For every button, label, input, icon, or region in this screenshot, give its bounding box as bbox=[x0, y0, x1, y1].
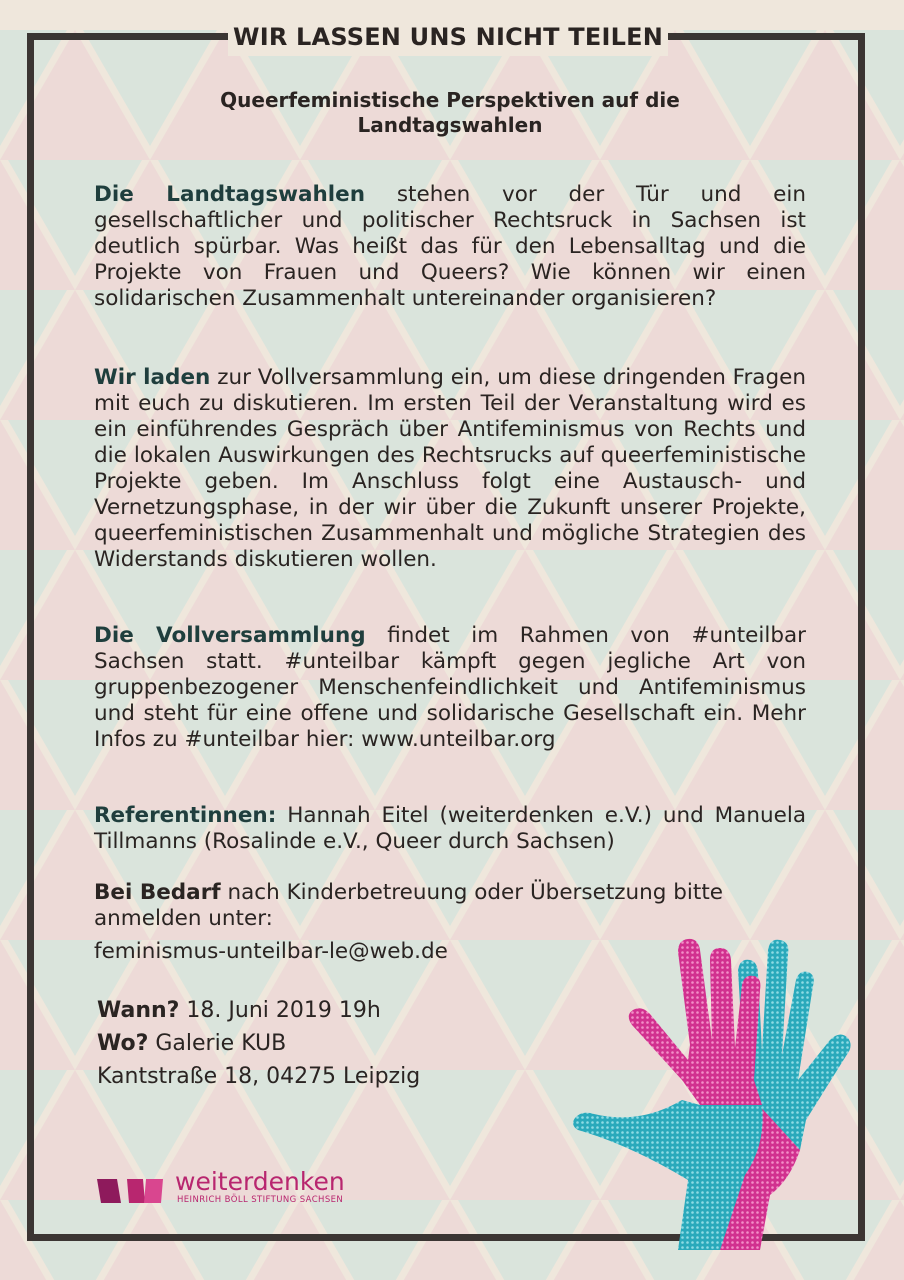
invitation-paragraph bbox=[94, 365, 806, 573]
event-where-label: Wo? bbox=[97, 1031, 149, 1056]
subtitle-line-1: Queerfeministische Perspektiven auf die bbox=[220, 88, 680, 112]
event-when-value: 18. Juni 2019 19h bbox=[179, 998, 381, 1023]
childcare-paragraph bbox=[94, 880, 806, 932]
intro-text: stehen vor der Tür und ein gesellschaftlicher und politischer Rechtsruck in Sachsen ist deutlich spürbar. Was heißt das für den Lebensalltag und die Projekte von Frauen und Queers? Wie können wir einen solidarischen Zusammenhalt untereinander organisieren? bbox=[94, 182, 806, 311]
logo-wordmark: weiterdenken bbox=[175, 1167, 345, 1196]
event-where bbox=[97, 1027, 420, 1060]
logo-marks-icon bbox=[97, 1177, 165, 1205]
unteilbar-text: findet im Rahmen von #unteilbar Sachsen statt. #unteilbar kämpft gegen jegliche Art von gruppenbezogener Menschenfeindlichkeit und Antifeminismus und steht für eine offene und solidarische Gesellschaft ein. Mehr Infos zu #unteilbar hier: www.unteilbar.org bbox=[94, 623, 806, 752]
page-subtitle bbox=[120, 88, 780, 138]
event-when-label: Wann? bbox=[97, 998, 180, 1023]
intro-lead: Die Landtagswahlen bbox=[94, 182, 366, 207]
invitation-lead: Wir laden bbox=[94, 365, 211, 390]
speakers-lead: Referentinnen: bbox=[94, 803, 277, 828]
intro-paragraph bbox=[94, 182, 806, 312]
page-title: WIR LASSEN UNS NICHT TEILEN bbox=[228, 18, 668, 56]
logo-subline: HEINRICH BÖLL STIFTUNG SACHSEN bbox=[177, 1195, 344, 1205]
unteilbar-lead: Die Vollversammlung bbox=[94, 623, 366, 648]
speakers-paragraph bbox=[94, 803, 806, 855]
childcare-text: nach Kinderbetreuung oder Übersetzung bitte anmelden unter: bbox=[94, 880, 723, 931]
event-where-value: Galerie KUB bbox=[148, 1031, 287, 1056]
unteilbar-paragraph bbox=[94, 623, 806, 753]
contact-email: feminismus-unteilbar-le@web.de bbox=[94, 939, 448, 964]
raised-hands-icon bbox=[570, 930, 870, 1250]
speakers-text: Hannah Eitel (weiterdenken e.V.) und Manuela Tillmanns (Rosalinde e.V., Queer durch Sachsen) bbox=[94, 803, 806, 854]
event-when bbox=[97, 994, 420, 1027]
childcare-lead: Bei Bedarf bbox=[94, 880, 221, 905]
event-address: Kantstraße 18, 04275 Leipzig bbox=[97, 1064, 421, 1089]
subtitle-line-2: Landtagswahlen bbox=[357, 113, 543, 137]
left-hand bbox=[573, 939, 763, 1250]
event-details bbox=[97, 994, 420, 1093]
invitation-text: zur Vollversammlung ein, um diese dringenden Fragen mit euch zu diskutieren. Im ersten Teil der Veranstaltung wird es ein einführendes Gespräch über Antifeminismus von Rechts und die lokalen Auswirkungen des Rechtsrucks auf queerfeministische Projekte geben. Im Anschluss folgt eine Austausch- und Vernetzungsphase, in der wir über die Zukunft unserer Projekte, queerfeministischen Zusammenhalt und mögliche Strategien des Widerstands diskutieren wollen. bbox=[94, 365, 806, 572]
